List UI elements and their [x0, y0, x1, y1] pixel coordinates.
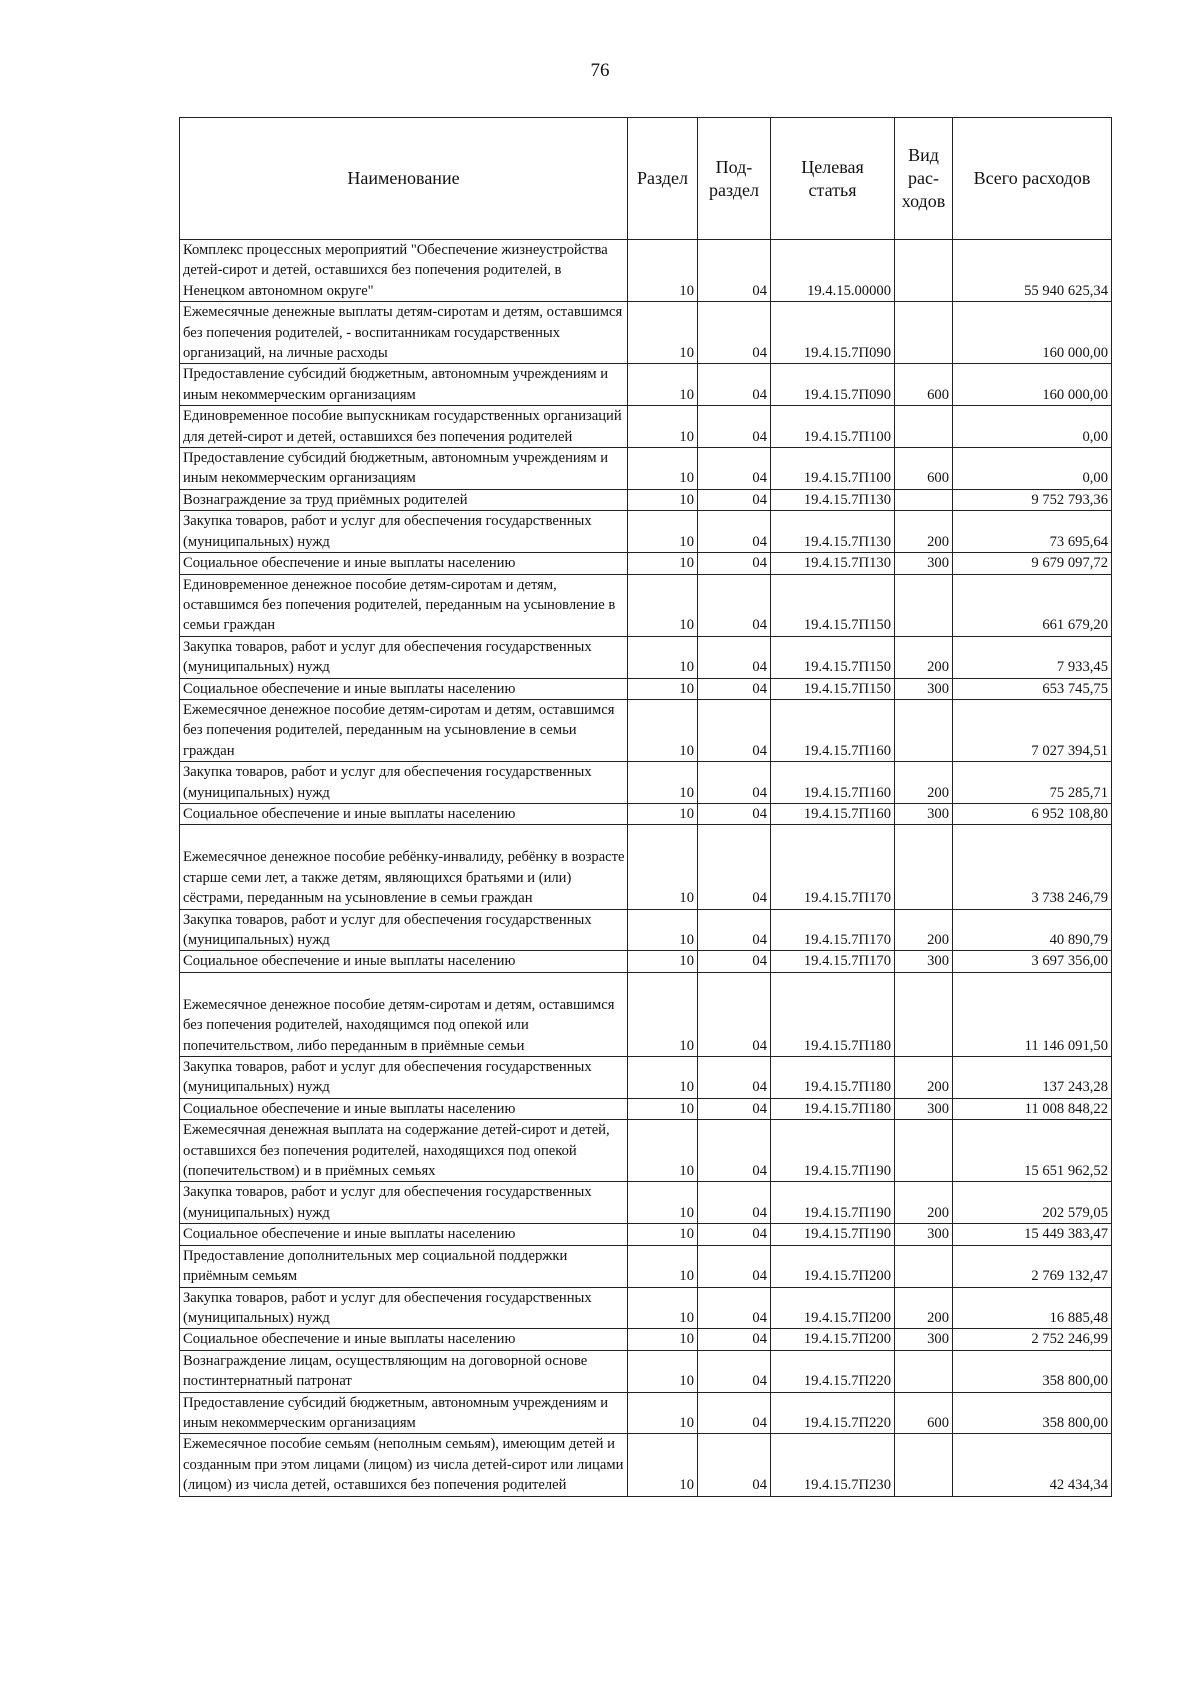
cell-podrazdel: 04: [698, 762, 771, 804]
cell-celevaya: 19.4.15.7П190: [771, 1182, 895, 1224]
cell-razdel: 10: [628, 489, 698, 510]
cell-vid: [895, 302, 953, 364]
cell-vid: 300: [895, 1224, 953, 1245]
cell-celevaya: 19.4.15.7П220: [771, 1392, 895, 1434]
table-header: [180, 118, 1112, 240]
cell-vid: 200: [895, 1182, 953, 1224]
cell-celevaya: 19.4.15.7П230: [771, 1434, 895, 1496]
cell-total: 653 745,75: [953, 678, 1112, 699]
cell-razdel: 10: [628, 972, 698, 1056]
cell-celevaya: 19.4.15.7П160: [771, 803, 895, 824]
cell-total: 15 449 383,47: [953, 1224, 1112, 1245]
cell-podrazdel: 04: [698, 553, 771, 574]
table-row: [180, 1392, 1112, 1434]
cell-name: Закупка товаров, работ и услуг для обеспечения государственных (муниципальных) нужд: [180, 511, 628, 553]
cell-celevaya: 19.4.15.7П090: [771, 302, 895, 364]
cell-vid: [895, 825, 953, 909]
table-row: [180, 1057, 1112, 1099]
cell-total: 0,00: [953, 448, 1112, 490]
cell-celevaya: 19.4.15.7П130: [771, 511, 895, 553]
cell-podrazdel: 04: [698, 406, 771, 448]
cell-name: Предоставление субсидий бюджетным, автономным учреждениям и иным некоммерческим организациям: [180, 1392, 628, 1434]
cell-vid: 600: [895, 1392, 953, 1434]
cell-name: Социальное обеспечение и иные выплаты населению: [180, 803, 628, 824]
table-row: [180, 1098, 1112, 1119]
cell-razdel: 10: [628, 909, 698, 951]
cell-podrazdel: 04: [698, 1182, 771, 1224]
cell-podrazdel: 04: [698, 302, 771, 364]
cell-total: 358 800,00: [953, 1350, 1112, 1392]
cell-name: Вознаграждение лицам, осуществляющим на договорной основе постинтернатный патронат: [180, 1350, 628, 1392]
cell-vid: 200: [895, 511, 953, 553]
cell-name: Ежемесячное денежное пособие детям-сиротам и детям, оставшимся без попечения родителей, находящимся под опекой или попечительством, либо переданным в приёмные семьи: [180, 972, 628, 1056]
cell-podrazdel: 04: [698, 1392, 771, 1434]
cell-vid: 300: [895, 553, 953, 574]
cell-celevaya: 19.4.15.7П170: [771, 825, 895, 909]
cell-vid: 300: [895, 803, 953, 824]
cell-vid: [895, 406, 953, 448]
cell-name: Ежемесячная денежная выплата на содержание детей-сирот и детей, оставшихся без попечения родителей, находящихся под опекой (попечительством) и в приёмных семьях: [180, 1120, 628, 1182]
cell-total: 73 695,64: [953, 511, 1112, 553]
cell-vid: 200: [895, 636, 953, 678]
cell-podrazdel: 04: [698, 1434, 771, 1496]
cell-podrazdel: 04: [698, 636, 771, 678]
table-row: [180, 406, 1112, 448]
cell-celevaya: 19.4.15.7П190: [771, 1120, 895, 1182]
cell-name: Социальное обеспечение и иные выплаты населению: [180, 1224, 628, 1245]
cell-name: Социальное обеспечение и иные выплаты населению: [180, 1098, 628, 1119]
cell-total: 7 933,45: [953, 636, 1112, 678]
cell-total: 2 752 246,99: [953, 1329, 1112, 1350]
cell-name: Ежемесячное денежное пособие детям-сиротам и детям, оставшимся без попечения родителей, переданным на усыновление в семьи граждан: [180, 699, 628, 761]
table-row: [180, 1245, 1112, 1287]
cell-celevaya: 19.4.15.7П220: [771, 1350, 895, 1392]
cell-celevaya: 19.4.15.7П190: [771, 1224, 895, 1245]
cell-celevaya: 19.4.15.7П100: [771, 406, 895, 448]
table-row: [180, 699, 1112, 761]
cell-celevaya: 19.4.15.7П160: [771, 762, 895, 804]
cell-total: 160 000,00: [953, 364, 1112, 406]
table-row: [180, 678, 1112, 699]
header-celevaya: Целевая статья: [771, 118, 895, 240]
cell-name: Ежемесячные денежные выплаты детям-сиротам и детям, оставшимся без попечения родителей, - воспитанникам государственных организаций, на личные расходы: [180, 302, 628, 364]
cell-name: Закупка товаров, работ и услуг для обеспечения государственных (муниципальных) нужд: [180, 1182, 628, 1224]
cell-razdel: 10: [628, 1329, 698, 1350]
cell-total: 7 027 394,51: [953, 699, 1112, 761]
cell-razdel: 10: [628, 406, 698, 448]
cell-podrazdel: 04: [698, 825, 771, 909]
cell-razdel: 10: [628, 1434, 698, 1496]
table-row: [180, 1224, 1112, 1245]
cell-total: 0,00: [953, 406, 1112, 448]
table-row: [180, 1329, 1112, 1350]
table-row: [180, 636, 1112, 678]
cell-total: 160 000,00: [953, 302, 1112, 364]
cell-name: Закупка товаров, работ и услуг для обеспечения государственных (муниципальных) нужд: [180, 762, 628, 804]
cell-celevaya: 19.4.15.00000: [771, 240, 895, 302]
cell-razdel: 10: [628, 511, 698, 553]
cell-razdel: 10: [628, 951, 698, 972]
cell-name: Закупка товаров, работ и услуг для обеспечения государственных (муниципальных) нужд: [180, 1287, 628, 1329]
cell-total: 3 738 246,79: [953, 825, 1112, 909]
table-row: [180, 762, 1112, 804]
cell-podrazdel: 04: [698, 1120, 771, 1182]
cell-podrazdel: 04: [698, 1224, 771, 1245]
cell-podrazdel: 04: [698, 1287, 771, 1329]
cell-name: Закупка товаров, работ и услуг для обеспечения государственных (муниципальных) нужд: [180, 909, 628, 951]
table-row: [180, 951, 1112, 972]
cell-celevaya: 19.4.15.7П100: [771, 448, 895, 490]
cell-celevaya: 19.4.15.7П090: [771, 364, 895, 406]
cell-vid: 600: [895, 364, 953, 406]
cell-name: Единовременное пособие выпускникам государственных организаций для детей-сирот и детей, оставшихся без попечения родителей: [180, 406, 628, 448]
cell-vid: [895, 1120, 953, 1182]
table-row: [180, 364, 1112, 406]
table-row: [180, 803, 1112, 824]
table-row: [180, 972, 1112, 1056]
header-total: Всего расходов: [953, 118, 1112, 240]
table-row: [180, 1434, 1112, 1496]
cell-podrazdel: 04: [698, 1329, 771, 1350]
cell-celevaya: 19.4.15.7П160: [771, 699, 895, 761]
cell-vid: 300: [895, 678, 953, 699]
cell-razdel: 10: [628, 825, 698, 909]
cell-celevaya: 19.4.15.7П170: [771, 909, 895, 951]
cell-celevaya: 19.4.15.7П130: [771, 489, 895, 510]
table-row: [180, 489, 1112, 510]
cell-podrazdel: 04: [698, 972, 771, 1056]
cell-total: 661 679,20: [953, 574, 1112, 636]
cell-razdel: 10: [628, 1287, 698, 1329]
cell-name: Ежемесячное денежное пособие ребёнку-инвалиду, ребёнку в возрасте старше семи лет, а также детям, являющихся братьями и (или) сёстрами, переданным на усыновление в семьи граждан: [180, 825, 628, 909]
cell-name: Ежемесячное пособие семьям (неполным семьям), имеющим детей и созданным при этом лицами (лицом) из числа детей-сирот или лицами (лицом) из числа детей, оставшихся без попечения родителей: [180, 1434, 628, 1496]
cell-podrazdel: 04: [698, 1057, 771, 1099]
cell-total: 11 146 091,50: [953, 972, 1112, 1056]
header-razdel: Раздел: [628, 118, 698, 240]
cell-podrazdel: 04: [698, 574, 771, 636]
cell-celevaya: 19.4.15.7П150: [771, 636, 895, 678]
cell-celevaya: 19.4.15.7П180: [771, 1057, 895, 1099]
cell-total: 16 885,48: [953, 1287, 1112, 1329]
cell-total: 358 800,00: [953, 1392, 1112, 1434]
cell-podrazdel: 04: [698, 489, 771, 510]
cell-name: Предоставление дополнительных мер социальной поддержки приёмным семьям: [180, 1245, 628, 1287]
cell-razdel: 10: [628, 699, 698, 761]
cell-podrazdel: 04: [698, 448, 771, 490]
cell-name: Социальное обеспечение и иные выплаты населению: [180, 553, 628, 574]
table-row: [180, 511, 1112, 553]
cell-razdel: 10: [628, 803, 698, 824]
cell-razdel: 10: [628, 1245, 698, 1287]
cell-total: 9 752 793,36: [953, 489, 1112, 510]
cell-podrazdel: 04: [698, 699, 771, 761]
cell-razdel: 10: [628, 1182, 698, 1224]
cell-razdel: 10: [628, 1120, 698, 1182]
cell-celevaya: 19.4.15.7П200: [771, 1287, 895, 1329]
cell-name: Закупка товаров, работ и услуг для обеспечения государственных (муниципальных) нужд: [180, 1057, 628, 1099]
cell-name: Единовременное денежное пособие детям-сиротам и детям, оставшимся без попечения родителей, переданным на усыновление в семьи граждан: [180, 574, 628, 636]
cell-razdel: 10: [628, 574, 698, 636]
cell-name: Социальное обеспечение и иные выплаты населению: [180, 1329, 628, 1350]
cell-razdel: 10: [628, 553, 698, 574]
cell-total: 15 651 962,52: [953, 1120, 1112, 1182]
cell-name: Вознаграждение за труд приёмных родителей: [180, 489, 628, 510]
cell-total: 6 952 108,80: [953, 803, 1112, 824]
cell-razdel: 10: [628, 302, 698, 364]
table-row: [180, 1287, 1112, 1329]
cell-razdel: 10: [628, 678, 698, 699]
cell-razdel: 10: [628, 364, 698, 406]
cell-razdel: 10: [628, 636, 698, 678]
cell-celevaya: 19.4.15.7П130: [771, 553, 895, 574]
cell-total: 202 579,05: [953, 1182, 1112, 1224]
cell-vid: [895, 1245, 953, 1287]
cell-celevaya: 19.4.15.7П200: [771, 1329, 895, 1350]
cell-podrazdel: 04: [698, 1350, 771, 1392]
cell-vid: [895, 1350, 953, 1392]
table-row: [180, 302, 1112, 364]
cell-podrazdel: 04: [698, 1245, 771, 1287]
cell-vid: 300: [895, 1098, 953, 1119]
table-row: [180, 909, 1112, 951]
cell-total: 55 940 625,34: [953, 240, 1112, 302]
table-body: [180, 240, 1112, 1497]
cell-celevaya: 19.4.15.7П200: [771, 1245, 895, 1287]
cell-total: 137 243,28: [953, 1057, 1112, 1099]
cell-razdel: 10: [628, 1392, 698, 1434]
cell-total: 75 285,71: [953, 762, 1112, 804]
cell-podrazdel: 04: [698, 803, 771, 824]
cell-name: Закупка товаров, работ и услуг для обеспечения государственных (муниципальных) нужд: [180, 636, 628, 678]
cell-vid: [895, 489, 953, 510]
table-row: [180, 574, 1112, 636]
header-row: [180, 118, 1112, 240]
cell-vid: 200: [895, 1057, 953, 1099]
cell-razdel: 10: [628, 762, 698, 804]
header-vid: Вид рас- ходов: [895, 118, 953, 240]
header-name: Наименование: [180, 118, 628, 240]
cell-celevaya: 19.4.15.7П180: [771, 972, 895, 1056]
cell-name: Комплекс процессных мероприятий "Обеспечение жизнеустройства детей-сирот и детей, оставшихся без попечения родителей, в Ненецком автономном округе": [180, 240, 628, 302]
cell-podrazdel: 04: [698, 240, 771, 302]
table-row: [180, 553, 1112, 574]
cell-total: 11 008 848,22: [953, 1098, 1112, 1119]
table-row: [180, 1350, 1112, 1392]
budget-table: [179, 117, 1112, 1497]
cell-celevaya: 19.4.15.7П170: [771, 951, 895, 972]
cell-celevaya: 19.4.15.7П150: [771, 678, 895, 699]
cell-celevaya: 19.4.15.7П150: [771, 574, 895, 636]
cell-razdel: 10: [628, 448, 698, 490]
cell-podrazdel: 04: [698, 951, 771, 972]
cell-vid: 300: [895, 951, 953, 972]
cell-total: 40 890,79: [953, 909, 1112, 951]
cell-vid: [895, 699, 953, 761]
cell-podrazdel: 04: [698, 909, 771, 951]
cell-podrazdel: 04: [698, 511, 771, 553]
table-row: [180, 448, 1112, 490]
cell-total: 9 679 097,72: [953, 553, 1112, 574]
cell-razdel: 10: [628, 240, 698, 302]
table-row: [180, 825, 1112, 909]
cell-vid: 200: [895, 1287, 953, 1329]
cell-vid: [895, 1434, 953, 1496]
page-number: 76: [590, 60, 610, 81]
cell-razdel: 10: [628, 1057, 698, 1099]
cell-podrazdel: 04: [698, 678, 771, 699]
cell-vid: [895, 240, 953, 302]
cell-total: 2 769 132,47: [953, 1245, 1112, 1287]
cell-vid: 600: [895, 448, 953, 490]
cell-vid: [895, 574, 953, 636]
cell-name: Предоставление субсидий бюджетным, автономным учреждениям и иным некоммерческим организациям: [180, 364, 628, 406]
cell-vid: 200: [895, 909, 953, 951]
cell-razdel: 10: [628, 1098, 698, 1119]
cell-razdel: 10: [628, 1224, 698, 1245]
table-row: [180, 240, 1112, 302]
cell-vid: 300: [895, 1329, 953, 1350]
cell-total: 42 434,34: [953, 1434, 1112, 1496]
cell-razdel: 10: [628, 1350, 698, 1392]
cell-vid: [895, 972, 953, 1056]
cell-podrazdel: 04: [698, 1098, 771, 1119]
cell-vid: 200: [895, 762, 953, 804]
cell-podrazdel: 04: [698, 364, 771, 406]
header-podrazdel: Под- раздел: [698, 118, 771, 240]
cell-total: 3 697 356,00: [953, 951, 1112, 972]
table-row: [180, 1120, 1112, 1182]
cell-name: Социальное обеспечение и иные выплаты населению: [180, 951, 628, 972]
cell-celevaya: 19.4.15.7П180: [771, 1098, 895, 1119]
cell-name: Предоставление субсидий бюджетным, автономным учреждениям и иным некоммерческим организациям: [180, 448, 628, 490]
table-row: [180, 1182, 1112, 1224]
cell-name: Социальное обеспечение и иные выплаты населению: [180, 678, 628, 699]
